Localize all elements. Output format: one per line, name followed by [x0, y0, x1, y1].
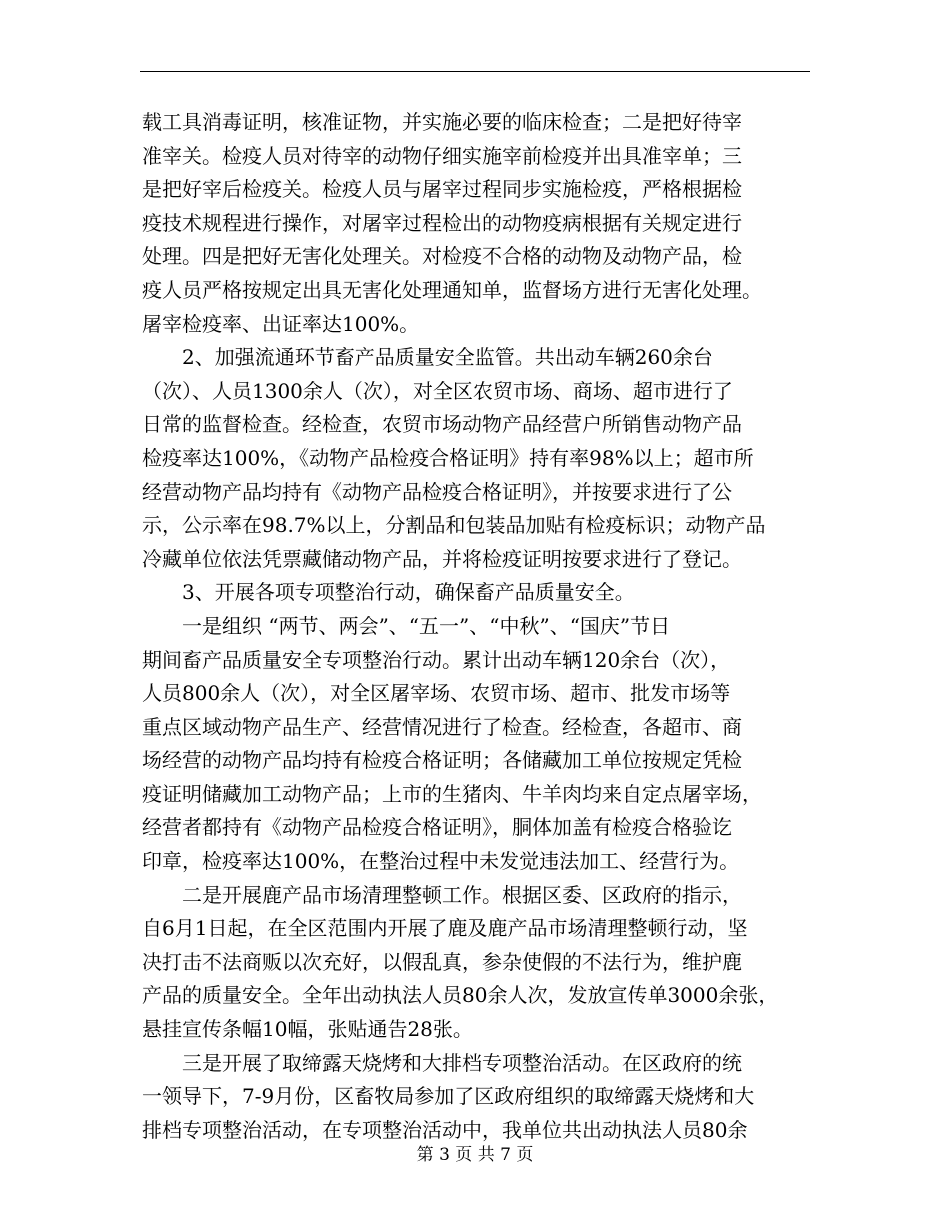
text-line: 三是开展了取缔露天烧烤和大排档专项整治活动。在区政府的统 — [142, 1050, 742, 1075]
text-line: 疫证明储藏加工动物产品；上市的生猪肉、牛羊肉均来自定点屠宰场， — [142, 781, 762, 806]
text-line: 2、加强流通环节畜产品质量安全监管。共出动车辆260余台 — [142, 345, 713, 370]
text-line: 人员800余人（次），对全区屠宰场、农贸市场、超市、批发市场等 — [142, 681, 731, 706]
text-line: 经营者都持有《动物产品检疫合格证明》，胴体加盖有检疫合格验讫 — [142, 815, 732, 840]
text-line: 重点区域动物产品生产、经营情况进行了检查。经检查，各超市、商 — [142, 714, 742, 739]
text-line: 一是组织 “两节、两会”、“五一”、“中秋”、“国庆”节日 — [142, 613, 671, 638]
text-line: 印章，检疫率达100%，在整治过程中未发觉违法加工、经营行为。 — [142, 849, 740, 874]
text-line: 冷藏单位依法凭票藏储动物产品，并将检疫证明按要求进行了登记。 — [142, 546, 742, 571]
text-line: 自6月1日起，在全区范围内开展了鹿及鹿产品市场清理整顿行动，坚 — [142, 916, 748, 941]
page-footer: 第 3 页 共 7 页 — [416, 1145, 534, 1165]
text-line: 屠宰检疫率、出证率达100%。 — [142, 311, 420, 336]
text-line: 一领导下，7-9月份，区畜牧局参加了区政府组织的取缔露天烧烤和大 — [142, 1084, 755, 1109]
text-line: 准宰关。检疫人员对待宰的动物仔细实施宰前检疫并出具准宰单；三 — [142, 143, 742, 168]
text-line: 期间畜产品质量安全专项整治行动。累计出动车辆120余台（次）， — [142, 647, 731, 672]
text-line: 悬挂宣传条幅10幅，张贴通告28张。 — [142, 1017, 473, 1042]
text-line: 经营动物产品均持有《动物产品检疫合格证明》，并按要求进行了公 — [142, 479, 732, 504]
text-line: 排档专项整治活动，在专项整治活动中，我单位共出动执法人员80余 — [142, 1117, 748, 1142]
text-line: 是把好宰后检疫关。检疫人员与屠宰过程同步实施检疫，严格根据检 — [142, 177, 742, 202]
text-line: 场经营的动物产品均持有检疫合格证明；各储藏加工单位按规定凭检 — [142, 748, 742, 773]
text-line: 示，公示率在98.7%以上，分割品和包装品加贴有检疫标识；动物产品 — [142, 513, 766, 538]
text-line: 处理。四是把好无害化处理关。对检疫不合格的动物及动物产品，检 — [142, 244, 742, 269]
document-body — [142, 106, 832, 1147]
header-rule — [140, 71, 810, 72]
text-line: 决打击不法商贩以次充好，以假乱真，参杂使假的不法行为，维护鹿 — [142, 949, 742, 974]
text-line: 二是开展鹿产品市场清理整顿工作。根据区委、区政府的指示， — [142, 882, 742, 907]
text-line: 检疫率达100%，《动物产品检疫合格证明》持有率98%以上；超市所 — [142, 445, 754, 470]
text-line: （次）、人员1300余人（次），对全区农贸市场、商场、超市进行了 — [142, 378, 733, 403]
text-line: 疫人员严格按规定出具无害化处理通知单，监督场方进行无害化处理。 — [142, 277, 762, 302]
text-line: 产品的质量安全。全年出动执法人员80余人次，发放宣传单3000余张， — [142, 983, 779, 1008]
text-line: 疫技术规程进行操作，对屠宰过程检出的动物疫病根据有关规定进行 — [142, 210, 742, 235]
text-line: 载工具消毒证明，核准证物，并实施必要的临床检查；二是把好待宰 — [142, 110, 742, 134]
text-line: 日常的监督检查。经检查，农贸市场动物产品经营户所销售动物产品 — [142, 412, 742, 437]
text-line: 3、开展各项专项整治行动，确保畜产品质量安全。 — [142, 580, 635, 605]
